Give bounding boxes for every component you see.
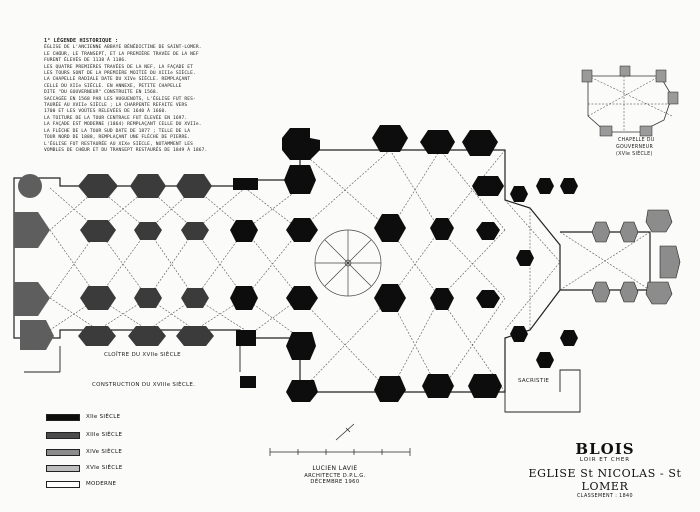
- legend-line: DITE "DU GOUVERNEUR" CONSTRUITE EN 1568.: [44, 90, 159, 96]
- legend-line: SACCAGÉE EN 1568 PAR LES HUGUENOTS, L'ÉGLISE FUT RES-: [44, 96, 196, 102]
- governor-chapel-inset: [588, 76, 672, 132]
- legend-line: L'ÉGLISE FUT RESTAURÉE AU XIXe SIÈCLE, NOTAMMENT LES: [44, 141, 194, 147]
- period-swatch: [46, 414, 80, 421]
- chapel-label-3: (XVIe SIÈCLE): [616, 152, 653, 157]
- title-block: [520, 440, 690, 499]
- legend-line: LE CHŒUR, LE TRANSEPT, ET LA PREMIÈRE TRAVÉE DE LA NEF: [44, 51, 199, 57]
- cloister-label: CLOÎTRE DU XVIIe SIÈCLE: [104, 352, 181, 358]
- legend-line: ÉGLISE DE L'ANCIENNE ABBAYE BÉNÉDICTINE DE SAINT-LOMER.: [44, 45, 202, 51]
- author-name: LUCIEN LAVIE: [312, 465, 358, 472]
- period-swatch: [46, 481, 80, 488]
- city-title: BLOIS: [575, 440, 635, 458]
- period-swatch: [46, 465, 80, 472]
- period-label: XVIe SIÈCLE: [86, 465, 123, 471]
- legend-line: TOUR NORD DE 1888, REMPLAÇANT UNE FLÈCHE DE PIERRE.: [44, 135, 191, 141]
- period-label: MODERNE: [86, 481, 117, 487]
- chapel-label-1: CHAPELLE DU: [618, 138, 655, 143]
- legend-line: TAURÉE AU XVIIe SIÈCLE ; LA CHARPENTE REFAITE VERS: [44, 103, 188, 109]
- sacristy-outline: [505, 370, 580, 412]
- period-legend-row: [46, 463, 123, 473]
- piers-apse: [592, 210, 680, 304]
- historical-legend-heading: 1° LÉGENDE HISTORIQUE :: [44, 38, 119, 44]
- piers-xiii: [78, 174, 214, 346]
- legend-line: 1700 ET LES VOÛTES RELEVÉES DE 1640 À 1660.: [44, 109, 168, 115]
- legend-line: VOMBLES DE CHŒUR ET DU TRANSEPT RESTAURÉS DE 1849 À 1867.: [44, 147, 208, 153]
- author-role: ARCHITECTE D.P.L.G.: [304, 472, 366, 479]
- sacristy-label: SACRISTIE: [518, 378, 550, 384]
- period-legend-row: [46, 447, 122, 457]
- legend-line: LES TOURS SONT DE LA PREMIÈRE MOITIÉ DU XIIIe SIÈCLE.: [44, 71, 196, 77]
- legend-line: LA TOITURE DE LA TOUR CENTRALE FUT ÉLEVÉE EN 1697.: [44, 115, 188, 121]
- crossing-vault: [315, 230, 381, 296]
- piers-xii: [230, 125, 578, 402]
- department-label: LOIR ET CHER: [579, 457, 631, 463]
- scale-bar: [270, 424, 410, 456]
- legend-line: LES QUATRE PREMIÈRES TRAVÉES DE LA NEF, LA FAÇADE ET: [44, 64, 194, 70]
- period-swatch: [46, 432, 80, 439]
- period-label: XIIe SIÈCLE: [86, 414, 121, 420]
- piers-xiv: [14, 174, 54, 350]
- period-label: XIIIe SIÈCLE: [86, 432, 123, 438]
- author-block: [290, 466, 380, 486]
- construction-label: CONSTRUCTION DU XVIIIe SIÈCLE.: [92, 382, 196, 388]
- period-swatch: [46, 449, 80, 456]
- period-label: XIVe SIÈCLE: [86, 449, 123, 455]
- period-legend-row: [46, 479, 116, 489]
- classement-label: CLASSEMENT : 1840: [577, 494, 633, 499]
- period-legend-row: [46, 412, 120, 422]
- legend-line: LA FLÈCHE DE LA TOUR SUD DATE DE 1877 ; TELLE DE LA: [44, 128, 191, 134]
- legend-line: LA CHAPELLE RADIALE DATE DU XIVe SIÈCLE. REMPLAÇANT: [44, 77, 191, 83]
- legend-line: FURENT ÉLEVÉS DE 1138 À 1186.: [44, 58, 128, 64]
- author-date: DÉCEMBRE 1960: [310, 479, 360, 485]
- chapel-label-2: GOUVERNEUR: [616, 145, 654, 150]
- legend-line: LA FAÇADE EST MODERNE (1864) REMPLAÇANT CELLE DU XVIIe.: [44, 122, 202, 128]
- period-legend-row: [46, 430, 122, 440]
- church-title: EGLISE St NICOLAS - St LOMER: [528, 467, 682, 493]
- cloister-wall: [24, 346, 240, 372]
- legend-line: CELLE DU XIIe SIÈCLE. EN ANNEXE, PETITE CHAPELLE: [44, 83, 182, 89]
- governor-chapel-piers: [582, 66, 678, 136]
